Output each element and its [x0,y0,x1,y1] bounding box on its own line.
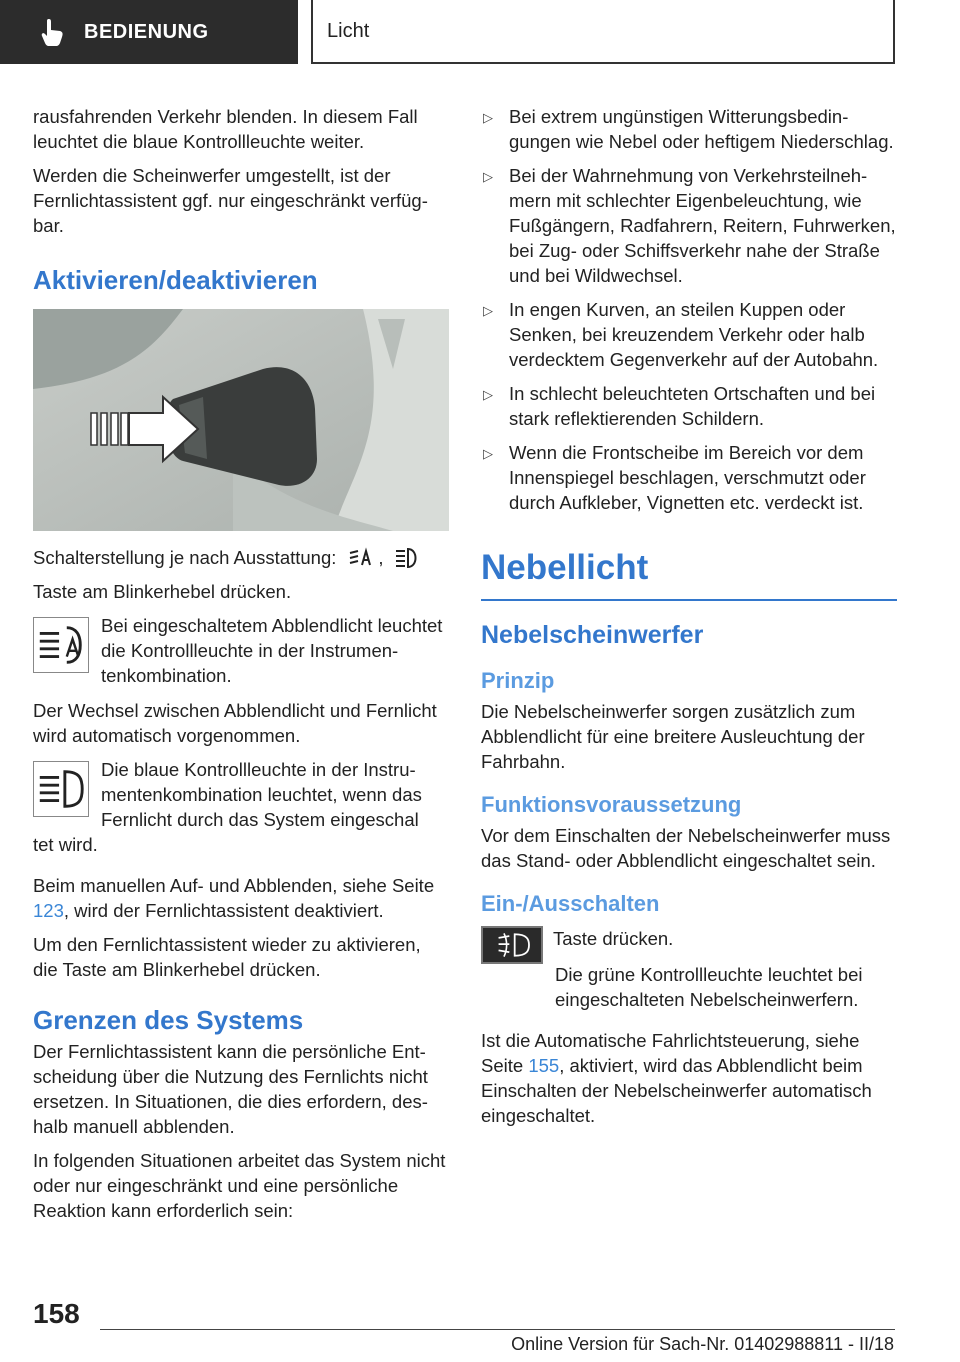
section-tab[interactable] [0,0,298,64]
list-item-text: Wenn die Frontscheibe im Bereich vor dem Innenspiegel beschlagen, verschmutzt oder durch Aufkleber, Vignetten etc. verdeckt ist. [509,442,866,513]
heading-on-off: Ein-/Ausschalten [481,891,660,916]
indicator-block-2 [33,757,449,832]
page-link-123[interactable]: 123 [33,900,64,921]
list-item [481,440,897,515]
heading-limits: Grenzen des Systems [33,1005,304,1035]
heading-fog-lamps: Nebelscheinwerfer [481,621,704,649]
list-item [481,163,897,288]
switch-position-line [33,545,449,570]
front-fog-light-button-icon[interactable] [481,926,543,964]
high-beam-assist-alt-icon [394,547,420,569]
chapter-title: Licht [311,0,895,64]
pointing-hand-icon [40,17,66,47]
fog-button-block [481,922,897,964]
auto-light-paragraph [481,1028,897,1128]
right-column [481,104,897,1137]
list-item [481,381,897,431]
paragraph: Der Wechsel zwischen Abblendlicht und Fernlicht wird automatisch vorgenommen. [33,700,437,746]
triangle-bullet-icon: ▷ [483,303,493,318]
paragraph: Vor dem Einschalten der Nebelscheinwerfer muss das Stand- oder Abblendlicht eingeschaltet sein. [481,825,891,871]
paragraph: In folgenden Situationen arbeitet das System nicht oder nur eingeschränkt und eine persönliche Reaktion kann erforderlich sein: [33,1150,446,1221]
triangle-bullet-icon: ▷ [483,169,493,184]
fog-button-text [553,922,897,964]
heading-precondition: Funktionsvoraussetzung [481,792,742,817]
list-item-text: In schlecht beleuchteten Ortschaften und bei stark reflektierenden Schildern. [509,383,876,429]
paragraph: Taste am Blinkerhebel drücken. [33,581,292,602]
list-item-text: Bei der Wahrnehmung von Verkehrsteilnehmern mit schlechter Eigenbeleuchtung, wie Fußgängern, Radfahrern, Reitern, Fuhrwerken, bei Zug- oder Schiffsverkehr nahe der Straße und bei Wildwechsel. [509,165,896,286]
list-item [481,297,897,372]
turn-signal-lever-photo [33,309,449,531]
limitations-list [481,104,897,515]
triangle-bullet-icon: ▷ [483,387,493,402]
heading-activate: Aktivieren/deaktivieren [33,265,318,295]
heading-fog-light: Nebellicht [481,548,649,587]
high-beam-assist-indicator-icon [33,617,89,673]
paragraph: Der Fernlichtassistent kann die persönliche Entscheidung über die Nutzung des Fernlichts nicht ersetzen. In Situationen, die dies erfordern, deshalb manuell abblenden. [33,1041,428,1137]
switch-separator: , [378,547,384,568]
paragraph: Um den Fernlichtassistent wieder zu aktivieren, die Taste am Blinkerhebel drücken. [33,934,421,980]
list-item-text: Bei extrem ungünstigen Witterungsbedingungen wie Nebel oder heftigem Niederschlag. [509,106,894,152]
manual-dimming-paragraph [33,873,449,923]
page-link-155[interactable]: 155 [528,1055,560,1076]
heading-principle: Prinzip [481,668,555,693]
heading-rule [481,599,897,601]
paragraph: rausfahrenden Verkehr blenden. In diesem Fall leuchtet die blaue Kontrollleuchte weiter. [33,106,418,152]
text: Ist die Automatische Fahrlichtsteuerung, siehe Seite [481,1030,860,1076]
left-column [33,104,449,1232]
indicator-2-text: Die blaue Kontrollleuchte in der Instrumentenkombination leuchtet, wenn das Fernlicht durch das System eingeschal [101,759,422,830]
footer-rule [100,1329,895,1330]
list-item-text: In engen Kurven, an steilen Kuppen oder Senken, bei kreuzendem Verkehr oder halb verdecktem Gegenverkehr auf der Autobahn. [509,299,879,370]
section-tab-label: BEDIENUNG [84,20,209,43]
text: , aktiviert, wird das Abblendlicht beim Einschalten der Nebelscheinwerfer automatisch eingeschaltet. [481,1055,872,1126]
indicator-block-1 [33,613,449,688]
paragraph: tet wird. [33,834,98,855]
paragraph: Die grüne Kontrollleuchte leuchtet bei eingeschalteten Nebelscheinwerfern. [555,964,863,1010]
paragraph: Werden die Scheinwerfer umgestellt, ist der Fernlichtassistent ggf. nur eingeschränkt verfügbar. [33,165,428,236]
online-version-footer: Online Version für Sach-Nr. 01402988811 - II/18 [511,1334,894,1354]
list-item [481,104,897,154]
page-number: 158 [33,1298,80,1329]
indicator-1-text: Bei eingeschaltetem Abblendlicht leuchtet die Kontrollleuchte in der Instrumentenkombination. [101,615,443,686]
switch-position-label: Schalterstellung je nach Ausstattung: [33,547,337,568]
text: Beim manuellen Auf- und Abblenden, siehe Seite [33,875,435,896]
high-beam-indicator-icon [33,761,89,817]
text: , wird der Fernlichtassistent deaktiviert. [63,900,384,921]
high-beam-assist-icon [348,547,374,569]
paragraph: Taste drücken. [553,928,674,949]
triangle-bullet-icon: ▷ [483,110,493,125]
paragraph: Die Nebelscheinwerfer sorgen zusätzlich zum Abblendlicht für eine breitere Ausleuchtung der Fahrbahn. [481,701,865,772]
triangle-bullet-icon: ▷ [483,446,493,461]
